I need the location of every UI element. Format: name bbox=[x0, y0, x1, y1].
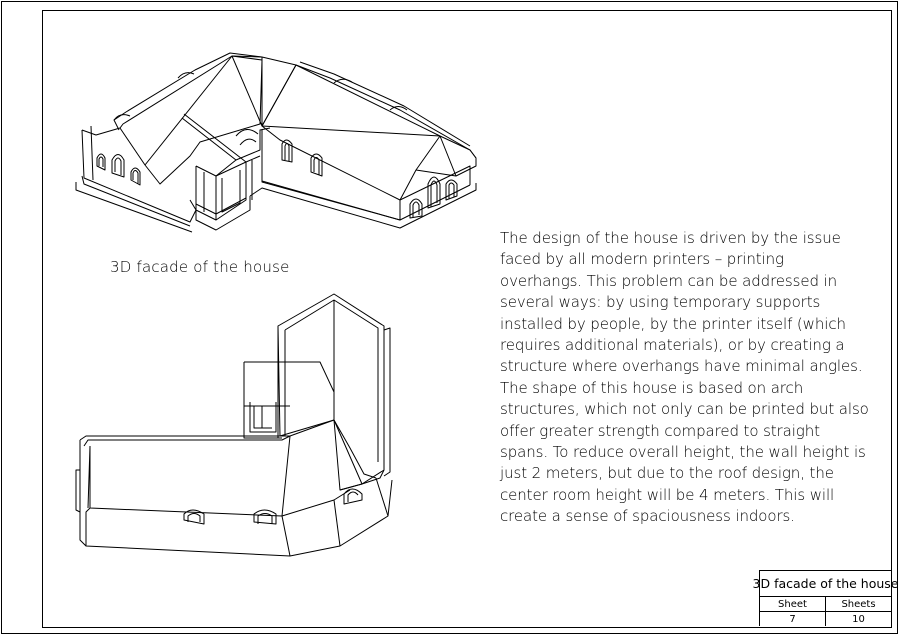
title-block-value-row bbox=[760, 612, 891, 626]
base-left bbox=[76, 182, 192, 232]
title-block-header-row bbox=[760, 597, 891, 612]
house-plan-view bbox=[76, 294, 392, 556]
title-block-title: 3D facade of the house bbox=[760, 571, 891, 597]
view-caption: 3D facade of the house bbox=[110, 258, 290, 276]
sheets-label: Sheets bbox=[825, 597, 891, 611]
sheet-label: Sheet bbox=[778, 598, 807, 610]
sheets-value: 10 bbox=[825, 612, 891, 626]
sheet-value: 7 bbox=[789, 613, 796, 625]
title-block bbox=[752, 570, 899, 626]
design-description: The design of the house is driven by the issue faced by all modern printers – printing overhangs. This problem can be addressed in several ways: by using temporary supports installed by people, by the printer itself (which requires additional materials), or by creating a structure where overhangs have minimal angles. The shape of this house is based on arch structures, which not only can be printed but also offer greater strength compared to straight spans. To reduce overall height, the wall height is just 2 meters, but due to the roof design, the center room height will be 4 meters. This will create a sense of spaciousness indoors. bbox=[500, 229, 869, 526]
house-isometric-view bbox=[76, 53, 476, 232]
